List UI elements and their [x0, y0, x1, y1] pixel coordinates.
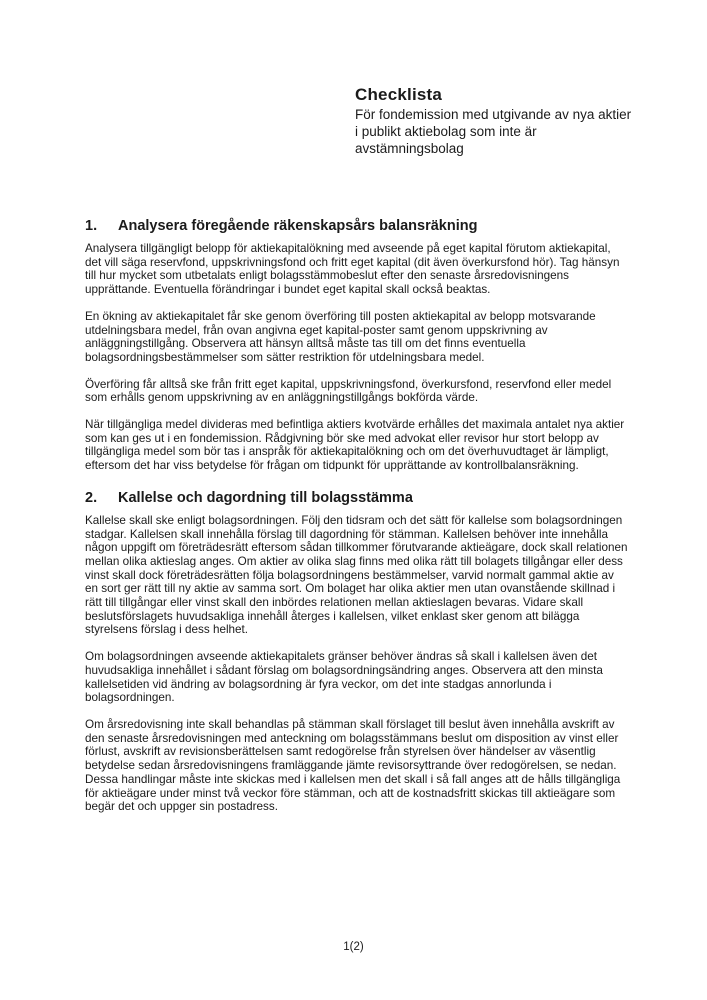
section-1 — [85, 218, 630, 473]
title-block — [355, 85, 635, 157]
section-number: 1. — [85, 218, 98, 234]
paragraph: Analysera tillgängligt belopp för aktiekapitalökning med avseende på eget kapital förutom aktiekapital, det vill säga reservfond, uppskrivningsfond och fritt eget kapital (dit även överkursfond hör). Tag hänsyn till hur mycket som utbetalats enligt bolagsstämmobeslut efter den senaste årsredovisningens upprättande. Eventuella förändringar i bundet eget kapital skall också beaktas. — [85, 242, 620, 297]
section-title: Kallelse och dagordning till bolagsstämma — [118, 489, 413, 506]
document-subtitle: För fondemission med utgivande av nya aktier i publikt aktiebolag som inte är avstämningsbolag — [355, 107, 632, 156]
paragraph: Om årsredovisning inte skall behandlas på stämman skall förslaget till beslut även innehålla avskrift av den senaste årsredovisningen med anteckning om bolagsstämmans beslut om disposition av vinst eller förlust, avskrift av revisionsberättelsen samt redogörelse från styrelsen över händelser av väsentlig betydelse sedan årsredovisningens framläggande jämte revisorsyttrande över redogörelsen, se nedan. Dessa handlingar måste inte skickas med i kallelsen men det skall i så fall anges att de hålls tillgängliga för aktieägare under minst två veckor före stämman, och att de kostnadsfritt skickas till aktieägare som begär det och uppger sin postadress. — [85, 717, 621, 814]
paragraph: Om bolagsordningen avseende aktiekapitalets gränser behöver ändras så skall i kallelsen även det huvudsakliga innehållet i sådant förslag om bolagsordningsändring anges. Observera att den minsta kallelsetiden vid ändring av bolagsordning är fyra veckor, om det inte stadgas annorlunda i bolagsordningen. — [85, 650, 603, 705]
section-2-heading — [85, 490, 630, 507]
document-body — [85, 218, 630, 814]
paragraph: Överföring får alltså ske från fritt eget kapital, uppskrivningsfond, överkursfond, reservfond eller medel som erhålls genom uppskrivning av en anläggningstillgångs bokförda värde. — [85, 377, 612, 405]
document-title: Checklista — [355, 85, 443, 104]
section-title: Analysera föregående räkenskapsårs balansräkning — [118, 218, 478, 234]
paragraph: En ökning av aktiekapitalet får ske genom överföring till posten aktiekapital av belopp motsvarande utdelningsbara medel, från ovan angivna eget kapital-poster samt genom uppskrivning av anläggningstillgång. Observera att hänsyn alltså måste tas till om det finns eventuella bolagsordningsbestämmelser som sätter restriktion för utdelningsbara medel. — [85, 309, 596, 364]
section-2 — [85, 490, 630, 814]
section-number: 2. — [85, 489, 98, 506]
page-number: 1(2) — [343, 941, 364, 953]
paragraph: När tillgängliga medel divideras med befintliga aktiers kvotvärde erhålles det maximala antalet nya aktier som kan ges ut i en fondemission. Rådgivning bör ske med advokat eller revisor hur stort belopp av tillgängliga medel som bör tas i anspråk för aktiekapitalökning och om det överhuvudtaget är lämpligt, eftersom det har viss betydelse för frågan om tidpunkt för upprättande av kontrollbalansräkning. — [85, 418, 625, 473]
section-1-heading — [85, 218, 630, 235]
paragraph: Kallelse skall ske enligt bolagsordningen. Följ den tidsram och det sätt för kallelse som bolagsordningen stadgar. Kallelsen skall innehålla förslag till dagordning för stämman. Kallelsen behöver inte innehålla någon uppgift om företrädesrätt eftersom sådan tillkommer förutvarande aktieägare, dock skall relationen mellan olika aktieslag anges. Om aktier av olika slag finns med olika rätt till bolagets tillgångar eller dess vinst skall dock företrädesrätten följa bolagsordningens bestämmelser, varvid normalt gammal aktie av en sort ger rätt till ny aktie av samma sort. Om bolaget har olika aktier men utan ovanstående skillnad i rätt till tillgångar eller vinst skall den inbördes relationen mellan aktieslagen bevaras. Vidare skall beslutsförslagets huvudsakliga innehåll återges i kallelsen, vilket enklast sker genom att bilägga styrelsens förslag i dess helhet. — [85, 513, 628, 637]
